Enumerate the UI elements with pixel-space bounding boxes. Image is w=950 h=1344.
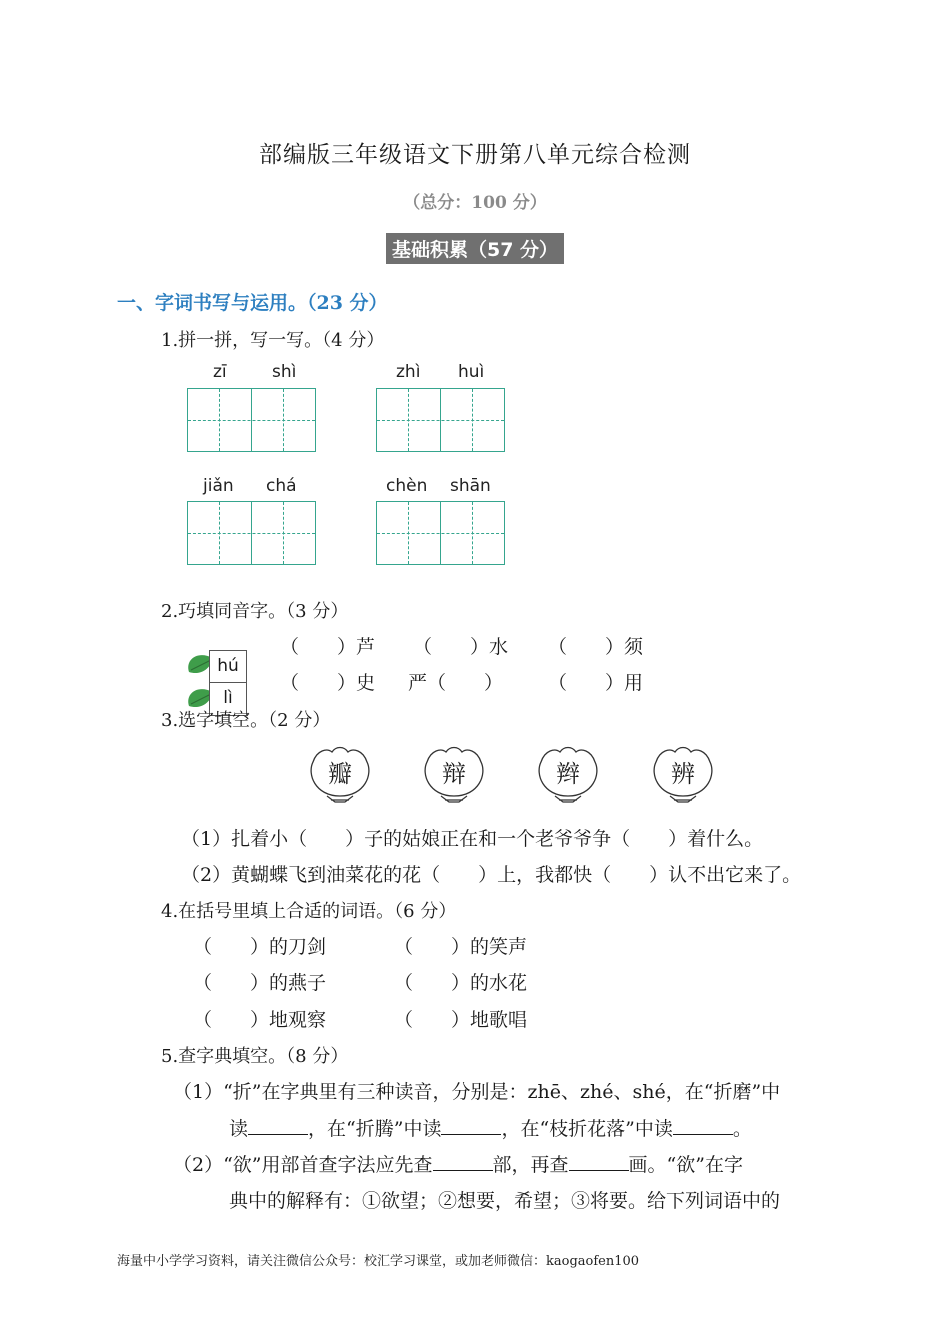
- q4-item: （ ）的笑声: [394, 936, 528, 958]
- q5-part1-line2: [229, 1114, 752, 1141]
- pinyin: zhì: [396, 362, 421, 382]
- q2-item: （ ）用: [548, 672, 644, 694]
- total-score: （总分：100 分）: [403, 193, 547, 213]
- q5-label: 5.查字典填空。（8 分）: [161, 1046, 349, 1067]
- shell-char: 辨: [671, 760, 695, 788]
- writing-grid[interactable]: [376, 501, 505, 565]
- q3-label: 3.选字填空。（2 分）: [161, 710, 331, 731]
- q2-item: （ ）水: [413, 636, 509, 658]
- q4-item: （ ）的水花: [394, 972, 528, 994]
- q2-label: 2.巧填同音字。（3 分）: [161, 601, 349, 622]
- q5-text: 部，再查: [492, 1154, 569, 1176]
- q3-sentence-2: （2）黄蝴蝶飞到油菜花的花（ ）上，我都快（ ）认不出它来了。: [181, 864, 802, 886]
- q4-item: （ ）地观察: [193, 1009, 327, 1031]
- q2-item: 严（ ）: [408, 672, 504, 694]
- pinyin: huì: [458, 362, 485, 382]
- page-title: 部编版三年级语文下册第八单元综合检测: [259, 142, 691, 168]
- answer-blank[interactable]: [569, 1152, 629, 1171]
- shell-char: 瓣: [328, 760, 352, 788]
- section-heading: 一、字词书写与运用。（23 分）: [117, 292, 388, 314]
- q4-label: 4.在括号里填上合适的词语。（6 分）: [161, 901, 457, 922]
- shell-card: [648, 744, 718, 806]
- answer-blank[interactable]: [673, 1116, 733, 1135]
- writing-grid[interactable]: [376, 388, 505, 452]
- q5-text: ，在“折腾”中读: [308, 1118, 442, 1140]
- answer-blank[interactable]: [248, 1116, 308, 1135]
- shell-card: [533, 744, 603, 806]
- q1-label: 1.拼一拼，写一写。（4 分）: [161, 330, 385, 351]
- q5-text: 读: [229, 1118, 249, 1140]
- badge-pinyin-hu: hú: [209, 650, 247, 684]
- q3-sentence-1: （1）扎着小（ ）子的姑娘正在和一个老爷爷争（ ）着什么。: [181, 828, 764, 850]
- answer-blank[interactable]: [433, 1152, 493, 1171]
- q5-part1-line1: （1）“折”在字典里有三种读音，分别是：zhē、zhé、shé，在“折磨”中: [173, 1081, 781, 1103]
- q5-text: 。: [732, 1118, 752, 1140]
- pinyin: chá: [266, 476, 297, 496]
- q5-text: ，在“枝折花落”中读: [501, 1118, 673, 1140]
- badge-pinyin-li: lì: [209, 682, 247, 716]
- shell-card: [305, 744, 375, 806]
- footer-note: 海量中小学学习资料，请关注微信公众号：校汇学习课堂，或加老师微信：kaogaofen100: [117, 1254, 640, 1269]
- pinyin: zī: [213, 362, 227, 382]
- q4-item: （ ）的燕子: [193, 972, 327, 994]
- pinyin: jiǎn: [203, 476, 234, 496]
- q2-item: （ ）芦: [280, 636, 376, 658]
- banner-wrap: [0, 233, 950, 264]
- shell-char: 辫: [556, 760, 580, 788]
- q2-item: （ ）须: [548, 636, 644, 658]
- pinyin: shì: [272, 362, 297, 382]
- q5-text: 画。“欲”在字: [628, 1154, 743, 1176]
- q5-part2-line2: 典中的解释有：①欲望；②想要，希望；③将要。给下列词语中的: [229, 1190, 781, 1212]
- q5-part2-line1: [173, 1150, 743, 1177]
- answer-blank[interactable]: [441, 1116, 501, 1135]
- shell-char: 辩: [442, 760, 466, 788]
- pinyin: chèn: [386, 476, 428, 496]
- q2-item: （ ）史: [280, 672, 376, 694]
- writing-grid[interactable]: [187, 501, 316, 565]
- q4-item: （ ）的刀剑: [193, 936, 327, 958]
- q5-text: （2）“欲”用部首查字法应先查: [173, 1154, 433, 1176]
- pinyin: shān: [450, 476, 491, 496]
- section-banner: 基础积累（57 分）: [386, 233, 564, 264]
- shell-card: [419, 744, 489, 806]
- q4-item: （ ）地歌唱: [394, 1009, 528, 1031]
- writing-grid[interactable]: [187, 388, 316, 452]
